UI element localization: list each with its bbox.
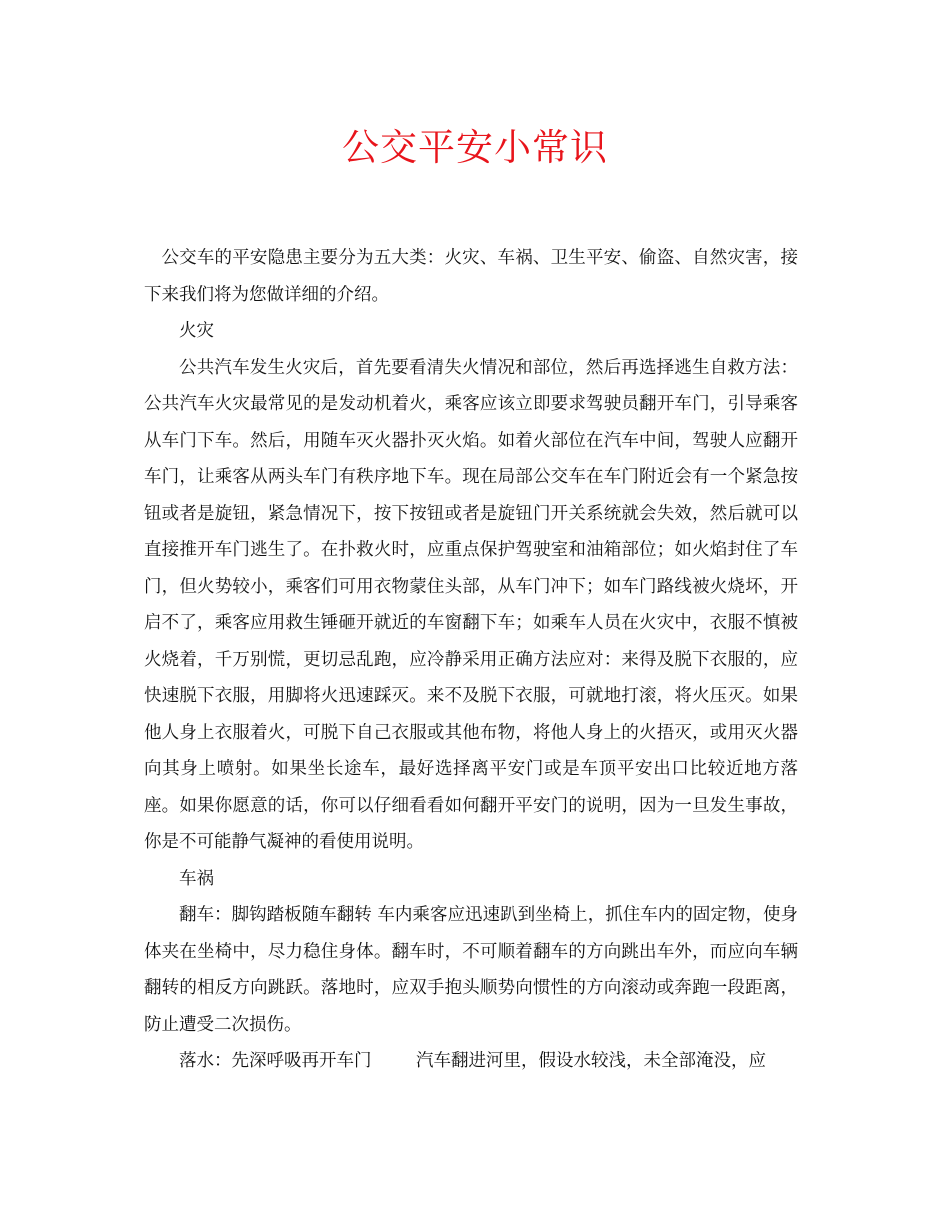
section-heading-fire: 火灾 — [179, 321, 214, 341]
water-paragraph: 落水：先深呼吸再开车门 汽车翻进河里，假设水较浅，未全部淹没，应 — [179, 1051, 766, 1071]
document-title: 公交平安小常识 — [342, 126, 608, 169]
section-heading-accident: 车祸 — [179, 868, 214, 889]
intro-paragraph: 公交车的平安隐患主要分为五大类：火灾、车祸、卫生平安、偷盗、自然灾害，接下来我们将为您做详细的介绍。 — [144, 248, 798, 305]
document-body — [144, 240, 798, 1080]
rollover-paragraph: 翻车：脚钩踏板随车翻转 车内乘客应迅速趴到坐椅上，抓住车内的固定物，使身体夹在坐椅中，尽力稳住身体。翻车时，不可顺着翻车的方向跳出车外，而应向车辆翻转的相反方向跳跃。落地时，应双手抱头顺势向惯性的方向滚动或奔跑一段距离，防止遭受二次损伤。 — [144, 905, 798, 1035]
fire-paragraph: 公共汽车发生火灾后，首先要看清失火情况和部位，然后再选择逃生自救方法：公共汽车火灾最常见的是发动机着火，乘客应该立即要求驾驶员翻开车门，引导乘客从车门下车。然后，用随车灭火器扑灭火焰。如着火部位在汽车中间，驾驶人应翻开车门，让乘客从两头车门有秩序地下车。现在局部公交车在车门附近会有一个紧急按钮或者是旋钮，紧急情况下，按下按钮或者是旋钮门开关系统就会失效，然后就可以直接推开车门逃生了。在扑救火时，应重点保护驾驶室和油箱部位；如火焰封住了车门，但火势较小，乘客们可用衣物蒙住头部，从车门冲下；如车门路线被火烧坏，开启不了，乘客应用救生锤砸开就近的车窗翻下车；如乘车人员在火灾中，衣服不慎被火烧着，千万别慌，更切忌乱跑，应冷静采用正确方法应对：来得及脱下衣服的，应快速脱下衣服，用脚将火迅速踩灭。来不及脱下衣服，可就地打滚，将火压灭。如果他人身上衣服着火，可脱下自己衣服或其他布物，将他人身上的火捂灭，或用灭火器向其身上喷射。如果坐长途车，最好选择离平安门或是车顶平安出口比较近地方落座。如果你愿意的话，你可以仔细看看如何翻开平安门的说明，因为一旦发生事故，你是不可能静气凝神的看使用说明。 — [144, 357, 798, 852]
